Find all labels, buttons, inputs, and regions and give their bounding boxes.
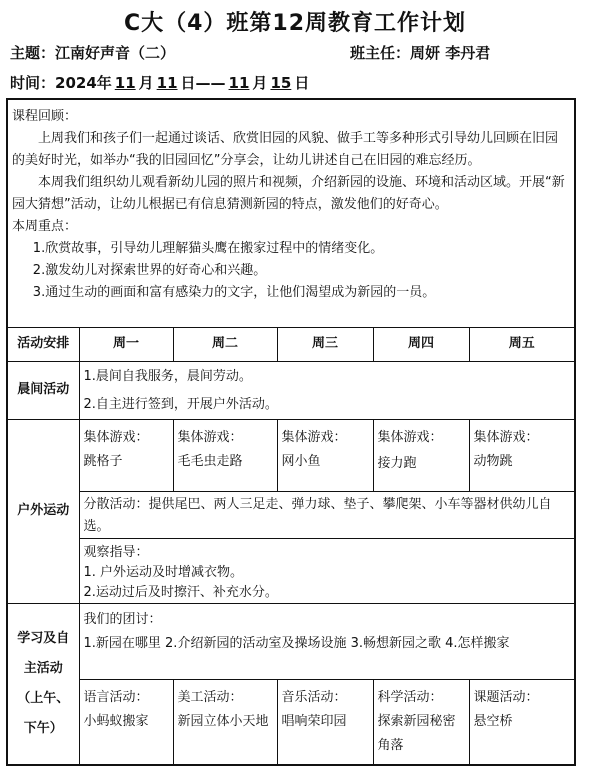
focus-point: 2.激发幼儿对探索世界的好奇心和兴趣。 [32, 263, 267, 278]
subject-wednesday [277, 679, 373, 765]
header-activity: 活动安排 [7, 327, 79, 361]
guide-title: 观察指导： [83, 544, 149, 560]
plan-table [6, 98, 576, 766]
subject-title: 科学活动： [377, 689, 443, 705]
guide-line: 1. 户外运动及时增减衣物。 [83, 564, 244, 580]
outdoor-game-friday [469, 419, 575, 491]
game-name: 动物跳 [473, 453, 513, 469]
subject-title: 课题活动： [473, 689, 539, 705]
focus-point: 1.欣赏故事，引导幼儿理解猫头鹰在搬家过程中的情绪变化。 [32, 241, 384, 256]
morning-line: 1.晨间自我服务，晨间劳动。 [83, 368, 252, 384]
outdoor-game-wednesday [277, 419, 373, 491]
month-unit: 月 [252, 74, 268, 92]
course-review [7, 99, 575, 327]
header-tuesday: 周二 [173, 327, 277, 361]
morning-line: 2.自主进行签到，开展户外活动。 [83, 396, 278, 412]
game-name: 跳格子 [83, 453, 123, 469]
month-unit: 月 [138, 74, 154, 92]
theme-value: 江南好声音（二） [55, 44, 176, 62]
game-title: 集体游戏： [177, 429, 243, 445]
subject-name: 悬空桥 [473, 713, 513, 729]
study-label [7, 603, 79, 765]
subject-monday [79, 679, 173, 765]
end-day: 15 [270, 74, 292, 92]
time-label: 时间： [10, 74, 56, 92]
page-title: C大（4）班第12周教育工作计划 [123, 11, 467, 36]
theme-line [10, 42, 175, 63]
review-heading: 课程回顾： [12, 109, 78, 124]
study-label-line: 学习及自 [17, 630, 70, 646]
focus-heading: 本周重点： [12, 219, 78, 234]
review-paragraph: 上周我们和孩子们一起通过谈话、欣赏旧园的风貌、做手工等多种形式引导幼儿回顾在旧园的美好时光，如举办“我的旧园回忆”分享会，让幼儿讲述自己在旧园的难忘经历。 [12, 131, 559, 168]
outdoor-label: 户外运动 [7, 419, 79, 603]
end-month: 11 [228, 74, 250, 92]
teacher-line [350, 42, 490, 63]
game-title: 集体游戏： [83, 429, 149, 445]
study-label-line: （上午、 [17, 690, 70, 706]
subject-title: 语言活动： [83, 689, 149, 705]
teacher-label: 班主任： [350, 44, 411, 62]
game-title: 集体游戏： [377, 429, 443, 445]
subject-thursday [373, 679, 469, 765]
morning-content [79, 361, 575, 419]
date-line [10, 72, 309, 93]
scatter-activity: 分散活动：提供尾巴、两人三足走、弹力球、垫子、攀爬架、小车等器材供幼儿自选。 [79, 491, 575, 538]
day-unit: 日 [180, 74, 196, 92]
group-title: 我们的团讨： [83, 611, 162, 627]
group-discussion [79, 603, 575, 679]
subject-friday [469, 679, 575, 765]
start-day: 11 [156, 74, 178, 92]
header-friday: 周五 [469, 327, 575, 361]
study-label-line: 主活动 [23, 660, 63, 676]
group-content: 1.新园在哪里 2.介绍新园的活动室及操场设施 3.畅想新园之歌 4.怎样搬家 [83, 635, 510, 651]
outdoor-game-monday [79, 419, 173, 491]
subject-title: 美工活动： [177, 689, 243, 705]
theme-label: 主题： [10, 44, 56, 62]
morning-label: 晨间活动 [7, 361, 79, 419]
game-title: 集体游戏： [473, 429, 539, 445]
game-name: 毛毛虫走路 [177, 453, 243, 469]
game-name: 接力跑 [377, 455, 417, 471]
game-title: 集体游戏： [281, 429, 347, 445]
day-unit: 日 [294, 74, 310, 92]
subject-name: 探索新园秘密角落 [377, 713, 456, 753]
outdoor-game-tuesday [173, 419, 277, 491]
guide-line: 2.运动过后及时擦汗、补充水分。 [83, 584, 278, 600]
subject-title: 音乐活动： [281, 689, 347, 705]
observation-guide [79, 538, 575, 603]
subject-name: 小蚂蚁搬家 [83, 713, 149, 729]
study-label-line: 下午） [23, 720, 63, 736]
subject-name: 唱响荣印园 [281, 713, 347, 729]
start-month: 11 [114, 74, 136, 92]
header-wednesday: 周三 [277, 327, 373, 361]
date-dash: —— [195, 74, 226, 92]
header-thursday: 周四 [373, 327, 469, 361]
review-paragraph: 本周我们组织幼儿观看新幼儿园的照片和视频，介绍新园的设施、环境和活动区域。开展“新园大猜想”活动，让幼儿根据已有信息猜测新园的特点，激发他们的好奇心。 [12, 175, 565, 212]
outdoor-game-thursday [373, 419, 469, 491]
header-monday: 周一 [79, 327, 173, 361]
subject-tuesday [173, 679, 277, 765]
teacher-value: 周妍 李丹君 [410, 44, 491, 62]
subject-name: 新园立体小天地 [177, 713, 269, 729]
time-year: 2024年 [55, 74, 112, 92]
game-name: 网小鱼 [281, 453, 321, 469]
focus-point: 3.通过生动的画面和富有感染力的文字，让他们渴望成为新园的一员。 [32, 285, 436, 300]
